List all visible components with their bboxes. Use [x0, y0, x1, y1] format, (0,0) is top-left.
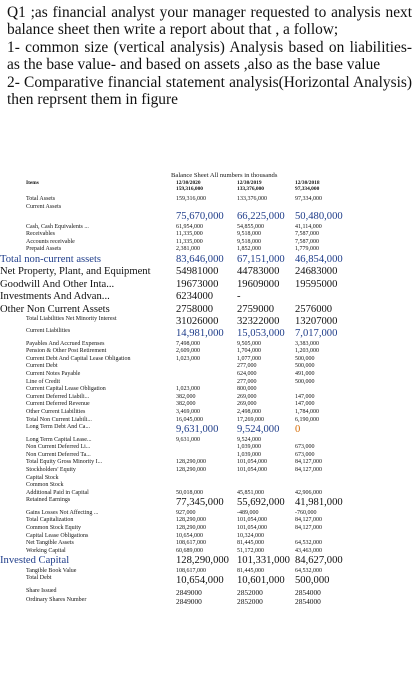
table-row [26, 328, 410, 340]
row-value: 1,077,000 [237, 355, 261, 362]
table-row [26, 444, 410, 452]
row-value: 101,054,000 [237, 524, 267, 531]
row-value: 41,981,000 [295, 497, 343, 509]
row-value: 0 [295, 424, 301, 436]
table-row [26, 239, 410, 247]
row-value: 128,290,000 [176, 459, 206, 466]
row-value: 43,463,000 [295, 547, 322, 554]
row-value: 6,190,000 [295, 416, 319, 423]
table-row [26, 363, 410, 371]
row-value: 81,445,000 [237, 540, 264, 547]
row-value: 2854000 [295, 587, 321, 597]
row-value: 147,000 [295, 393, 315, 400]
table-row [26, 517, 410, 525]
row-label: Tangible Book Value [26, 567, 77, 574]
row-value: 673,000 [295, 444, 315, 451]
table-row [26, 386, 410, 394]
table-row [26, 417, 410, 425]
row-value: 51,172,000 [237, 547, 264, 554]
row-label: Gains Losses Not Affecting ... [26, 509, 99, 516]
row-label: Accounts receivable [26, 238, 75, 245]
balance-sheet-rows [0, 196, 410, 606]
row-value: 97,334,000 [295, 196, 322, 202]
row-value: 269,000 [237, 401, 257, 408]
row-value: 2576000 [295, 303, 333, 315]
row-label: Retained Earnings [26, 497, 71, 504]
row-value: 50,018,000 [176, 489, 203, 496]
row-value: 77,345,000 [176, 497, 224, 509]
row-value: 41,114,000 [295, 223, 322, 230]
row-value: 44783000 [237, 266, 280, 278]
row-value: 9,518,000 [237, 231, 261, 238]
question-line-1: Q1 ;as financial analyst your manager requested to analysis next balance sheet then write a report about that , a follow; [7, 4, 412, 39]
table-row [26, 540, 410, 548]
row-value: 108,617,000 [176, 567, 206, 574]
row-value: 32322000 [237, 315, 280, 327]
row-label: Net Property, Plant, and Equipment [0, 266, 151, 278]
table-row [26, 588, 410, 597]
row-label: Common Stock [26, 482, 64, 489]
row-value: 2852000 [237, 587, 263, 597]
row-value: 11,335,000 [176, 238, 203, 245]
row-value: 269,000 [237, 393, 257, 400]
row-value: 9,631,000 [176, 436, 200, 443]
row-value: 45,851,000 [237, 489, 264, 496]
column-header-total: 159,316,000 [176, 186, 203, 193]
row-value: 108,617,000 [176, 540, 206, 547]
table-row [26, 482, 410, 490]
row-value: 1,039,000 [237, 451, 261, 458]
table-row [26, 548, 410, 556]
row-value: 147,000 [295, 401, 315, 408]
row-value: 491,000 [295, 371, 315, 378]
row-label: Long Term Capital Lease... [26, 436, 92, 443]
row-label: Common Stock Equity [26, 524, 82, 531]
row-value: 84,627,000 [295, 555, 343, 567]
row-label: Receivables [26, 231, 55, 238]
table-row [26, 525, 410, 533]
row-label: Total Equity Gross Minority I... [26, 459, 103, 466]
row-value: 9,505,000 [237, 340, 261, 347]
row-label: Other Current Liabilities [26, 409, 86, 416]
row-value: 128,290,000 [176, 517, 206, 524]
row-value: 382,000 [176, 393, 196, 400]
row-value: 75,670,000 [176, 211, 224, 223]
row-value: 101,054,000 [237, 517, 267, 524]
row-label: Investments And Advan... [0, 291, 110, 303]
column-header-date: 12/30/2019 [237, 180, 262, 186]
row-value: 500,000 [295, 355, 315, 362]
row-value: 1,023,000 [176, 355, 200, 362]
row-value: 31026000 [176, 315, 219, 327]
row-value: 500,000 [295, 378, 315, 385]
row-label: Capital Lease Obligations [26, 532, 89, 539]
row-value: 9,524,000 [237, 424, 280, 436]
row-value: 14,981,000 [176, 328, 224, 340]
table-row [26, 211, 410, 223]
row-value: 84,127,000 [295, 466, 322, 473]
row-label: Goodwill And Other Inta... [0, 278, 115, 290]
row-value: 10,654,000 [176, 575, 224, 587]
balance-sheet [0, 172, 410, 606]
row-value: 19595000 [295, 278, 338, 290]
row-value: 382,000 [176, 401, 196, 408]
table-row [26, 204, 410, 212]
row-label: Current Liabilities [26, 328, 71, 335]
table-row [26, 409, 410, 417]
row-value: 277,000 [237, 378, 257, 385]
row-value: 7,587,000 [295, 238, 319, 245]
row-value: -489,000 [237, 509, 259, 516]
row-value: 927,000 [176, 509, 196, 516]
table-row [0, 266, 410, 278]
table-row [0, 291, 410, 303]
row-value: 1,779,000 [295, 246, 319, 253]
row-label: Payables And Accrued Expenses [26, 340, 105, 347]
row-value: 50,480,000 [295, 211, 343, 223]
row-value: 673,000 [295, 451, 315, 458]
row-value: 9,524,000 [237, 436, 261, 443]
column-header-date: 12/30/2020 [176, 180, 201, 186]
row-value: 2,381,000 [176, 246, 200, 253]
row-label: Stockholders' Equity [26, 466, 76, 473]
row-value: 128,290,000 [176, 524, 206, 531]
row-label: Other Non Current Assets [0, 303, 110, 315]
row-value: 101,331,000 [237, 555, 290, 567]
row-value: 7,498,000 [176, 340, 200, 347]
items-header: Items [26, 180, 39, 186]
row-label: Cash, Cash Equivalents ... [26, 223, 89, 230]
row-value: 2849000 [176, 596, 202, 606]
row-label: Ordinary Shares Number [26, 596, 87, 603]
row-label: Total Liabilities Net Minority Interest [26, 315, 117, 322]
row-value: 1,203,000 [295, 348, 319, 355]
table-row [26, 475, 410, 483]
row-value: 13207000 [295, 315, 338, 327]
row-label: Current Deferred Revenue [26, 401, 90, 408]
column-header-date: 12/30/2018 [295, 180, 320, 186]
row-value: 64,532,000 [295, 540, 322, 547]
row-value: 15,053,000 [237, 328, 285, 340]
column-header-total: 133,376,000 [237, 186, 264, 193]
row-label: Current Deferred Liabili... [26, 393, 90, 400]
table-row [0, 253, 410, 266]
row-label: Long Term Debt And Ca... [26, 424, 90, 431]
row-value: 1,023,000 [176, 386, 200, 393]
row-label: Net Tangible Assets [26, 540, 74, 547]
table-row [26, 371, 410, 379]
column-header-2020 [176, 180, 203, 192]
row-label: Current Debt And Capital Lease Obligation [26, 355, 131, 362]
row-value: 19609000 [237, 278, 280, 290]
balance-sheet-header [26, 172, 410, 196]
row-value: 66,225,000 [237, 211, 285, 223]
question-line-3: 2- Comparative financial statement analysis(Horizontal Analysis) then reprsent them in figure [7, 73, 412, 109]
row-label: Prepaid Assets [26, 246, 62, 253]
row-value: 2,498,000 [237, 409, 261, 416]
row-value: 10,324,000 [237, 532, 264, 539]
row-label: Non Current Deferred Ta... [26, 451, 91, 458]
row-label: Additional Paid in Capital [26, 489, 89, 496]
row-value: - [237, 291, 241, 303]
row-value: 81,445,000 [237, 567, 264, 574]
table-row [26, 568, 410, 576]
row-value: 54981000 [176, 266, 219, 278]
column-header-2018 [295, 180, 320, 192]
table-row [26, 510, 410, 518]
row-value: 3,469,000 [176, 409, 200, 416]
table-row [26, 533, 410, 541]
row-value: 2759000 [237, 303, 275, 315]
row-value: 10,654,000 [176, 532, 203, 539]
row-value: 16,045,000 [176, 416, 203, 423]
row-label: Working Capital [26, 547, 66, 554]
row-value: 54,855,000 [237, 223, 264, 230]
row-value: 84,127,000 [295, 524, 322, 531]
row-value: 1,852,000 [237, 246, 261, 253]
table-row [26, 196, 410, 204]
row-value: 19673000 [176, 278, 219, 290]
table-row [26, 401, 410, 409]
row-value: 1,784,000 [295, 409, 319, 416]
row-value: 2849000 [176, 587, 202, 597]
row-value: 2,609,000 [176, 348, 200, 355]
table-row [26, 452, 410, 460]
table-row [0, 278, 410, 291]
row-value: 9,518,000 [237, 238, 261, 245]
table-row [26, 424, 410, 436]
column-header-2019 [237, 180, 264, 192]
row-value: 500,000 [295, 575, 330, 587]
row-value: 800,000 [237, 386, 257, 393]
question-line-2: 1- common size (vertical analysis) Analysis based on liabilities- as the base value- and based on assets ,also as the base value [7, 38, 412, 74]
row-label: Total Debt [26, 575, 52, 582]
row-value: 133,376,000 [237, 196, 267, 202]
row-value: 101,054,000 [237, 459, 267, 466]
table-row [26, 467, 410, 475]
row-value: 10,601,000 [237, 575, 285, 587]
row-label: Current Notes Payable [26, 371, 81, 378]
row-label: Line of Credit [26, 378, 60, 385]
table-row [26, 316, 410, 328]
row-label: Pension & Other Post Retirement [26, 348, 107, 355]
row-label: Total Assets [26, 196, 56, 202]
row-value: 277,000 [237, 363, 257, 370]
row-label: Invested Capital [0, 555, 70, 567]
row-value: 1,039,000 [237, 444, 261, 451]
row-value: 64,532,000 [295, 567, 322, 574]
row-label: Current Debt [26, 363, 58, 370]
row-value: 7,017,000 [295, 328, 338, 340]
table-row [0, 555, 410, 567]
table-row [0, 303, 410, 316]
table-row [26, 497, 410, 509]
balance-sheet-title: Balance Sheet All numbers in thousands [171, 172, 278, 179]
row-value: 17,269,000 [237, 416, 264, 423]
row-label: Total non-current assets [0, 253, 102, 265]
table-row [26, 224, 410, 232]
row-value: 61,954,000 [176, 223, 203, 230]
table-row [26, 597, 410, 606]
row-label: Total Non Current Liabili... [26, 416, 92, 423]
row-label: Non Current Deferred Li... [26, 444, 91, 451]
row-value: 128,290,000 [176, 466, 206, 473]
row-value: 2852000 [237, 596, 263, 606]
row-label: Share Issued [26, 587, 57, 594]
row-value: -760,000 [295, 509, 317, 516]
row-value: 1,704,000 [237, 348, 261, 355]
row-value: 3,383,000 [295, 340, 319, 347]
row-value: 159,316,000 [176, 196, 206, 202]
question-text [7, 4, 412, 108]
row-value: 84,127,000 [295, 517, 322, 524]
row-value: 500,000 [295, 363, 315, 370]
table-row [26, 356, 410, 364]
row-value: 2854000 [295, 596, 321, 606]
row-value: 7,587,000 [295, 231, 319, 238]
table-row [26, 341, 410, 349]
row-value: 11,335,000 [176, 231, 203, 238]
row-value: 624,000 [237, 371, 257, 378]
table-row [26, 490, 410, 498]
row-value: 60,689,000 [176, 547, 203, 554]
table-row [26, 575, 410, 587]
table-row [26, 246, 410, 254]
row-value: 84,127,000 [295, 459, 322, 466]
table-row [26, 379, 410, 387]
column-header-total: 97,334,000 [295, 186, 320, 193]
row-value: 2758000 [176, 303, 214, 315]
row-label: Current Capital Lease Obligation [26, 386, 106, 393]
row-value: 101,054,000 [237, 466, 267, 473]
row-value: 9,631,000 [176, 424, 219, 436]
row-label: Capital Stock [26, 474, 59, 481]
table-row [26, 348, 410, 356]
row-value: 42,906,000 [295, 489, 322, 496]
table-row [26, 231, 410, 239]
row-value: 24683000 [295, 266, 338, 278]
row-value: 46,854,000 [295, 253, 343, 265]
row-label: Total Capitalization [26, 517, 74, 524]
row-label: Current Assets [26, 203, 62, 210]
row-value: 6234000 [176, 291, 214, 303]
table-row [26, 459, 410, 467]
row-value: 55,692,000 [237, 497, 285, 509]
row-value: 128,290,000 [176, 555, 229, 567]
row-value: 67,151,000 [237, 253, 285, 265]
row-value: 83,646,000 [176, 253, 224, 265]
